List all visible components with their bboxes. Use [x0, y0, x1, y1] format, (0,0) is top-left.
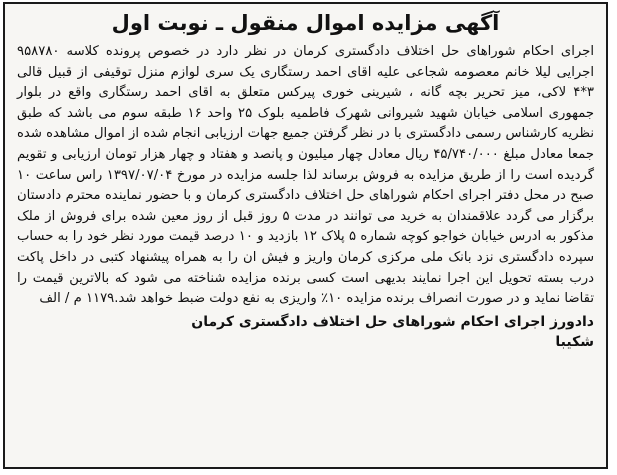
- signature-name: شکیبا: [555, 333, 594, 350]
- auction-notice: [3, 2, 608, 469]
- notice-title: آگهی مزایده اموال منقول ـ نوبت اول: [111, 11, 500, 35]
- notice-body: اجرای احکام شوراهای حل اختلاف دادگستری کرمان در نظر دارد در خصوص پرونده کلاسه ۹۵۸۷۸۰ اجرایی لیلا خانم معصومه شجاعی علیه اقای احمد رستگاری یک سری لوازم منزل توقیفی از قبیل قالی ۳*۴ لاکی، میز تحریر بچه گانه ، شیرینی خوری پیرکس متعلق به اقای احمد رستگاری واقع در بلوار جمهوری اسلامی خیابان شهید شیروانی شهرک فاطمیه بلوک ۲۵ واحد ۱۶ طبقه سوم می باشد که طبق نظریه کارشناس رسمی دادگستری با در نظر گرفتن جمیع جهات ارزیابی انجام شده از اموال مشاهده شده جمعا معادل مبلغ ۴۵/۷۴۰/۰۰۰ ریال معادل چهار میلیون و پانصد و هفتاد و چهار هزار تومان ارزیابی و تقویم گردیده است را از طریق مزایده به فروش برساند لذا جلسه مزایده در مورخ ۱۳۹۷/۰۷/۰۴ راس ساعت ۱۰ صبح در محل دفتر اجرای احکام شوراهای حل اختلاف دادگستری کرمان و با حضور نماینده محترم دادستان برگزار می گردد علاقمندان به خرید می توانند در مدت ۵ روز قبل از روز معین شده برای فروش از ملک مذکور به ادرس خیابان خواجو کوچه شماره ۵ پلاک ۱۲ بازدید و ۱۰ درصد قیمت مورد نظر خود را به حساب سپرده دادگستری نزد بانک ملی مرکزی کرمان واریز و فیش ان را به همراه پیشنهاد کتبی در داخل پاکت درب بسته تحویل این اجرا نمایند بدیهی است کسی برنده مزایده شناخته می شود که بالاترین قیمت را تقاضا نماید و در صورت انصراف برنده مزایده ۱۰٪ واریزی به نفع دولت ضبط خواهد شد.۱۱۷۹ م / الف: [17, 44, 594, 307]
- signature-block: [17, 312, 594, 352]
- signature-title: دادورز اجرای احکام شوراهای حل اختلاف دادگستری کرمان: [191, 313, 594, 330]
